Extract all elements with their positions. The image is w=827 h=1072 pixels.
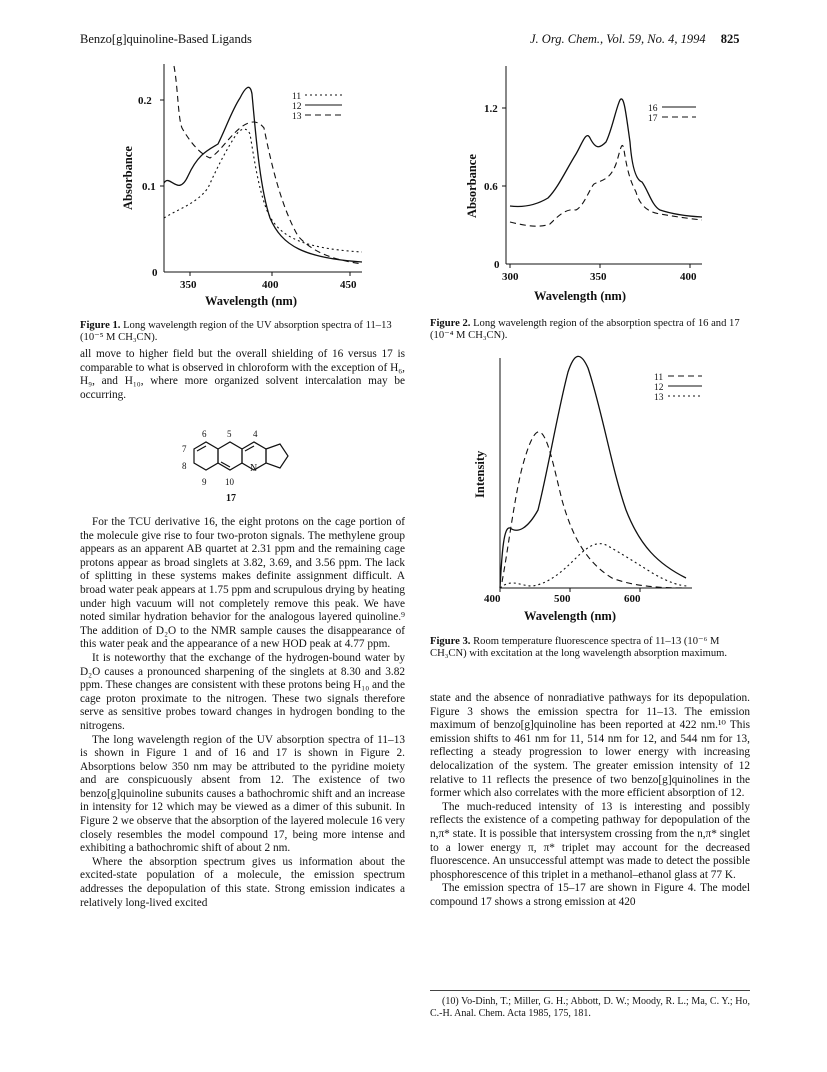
figure-2-caption-text: Long wavelength region of the absorption spectra of 16 and 17 (10⁻⁴ M CH₃CN). [430,318,740,342]
running-head-left: Benzo[g]quinoline-Based Ligands [80,32,252,46]
figure-1-curve-13 [174,66,362,264]
figure-1-caption-text: Long wavelength region of the UV absorption spectra of 11–13 (10⁻⁵ M CH₃CN). [80,320,392,344]
figure-1-xtick: 350 [180,279,197,291]
figure-3-caption-text: Room temperature fluorescence spectra of 11–13 (10⁻⁶ M CH₃CN) with excitation at the long wavelength absorption maximum. [430,636,728,660]
paragraph: state and the absence of nonradiative pathways for its depopulation. Figure 3 shows the emission spectra for 11–13. The emission maximum of benzo[g]quinoline has been reported at 422 nm.¹⁰ This emission shifts to 461 nm for 11, 514 nm for 12, and 544 nm for 13, reflecting a steady progression to lower energy with increasing delocalization of the system. The greater emission intensity of 12 relative to 11 reflects the presence of two benzo[g]quinolines in the former which also correlates with the more efficient absorption of 12. [430,692,750,800]
figure-2-caption [430,318,750,342]
figure-1-xtick: 450 [340,279,357,291]
figure-2-chart [462,58,722,308]
figure-3-chart [462,350,732,625]
figure-1-chart [100,58,380,308]
journal-citation: J. Org. Chem., Vol. 59, No. 4, 1994 [530,32,706,46]
footnote-rule [430,990,750,991]
footnote-10: (10) Vo-Dinh, T.; Miller, G. H.; Abbott, D. W.; Moody, R. L.; Ma, C. Y.; Ho, C.-H. Anal. Chem. Acta 1985, 175, 181. [430,996,750,1019]
figure-3-legend-label: 11 [654,373,664,383]
figure-3-curve-12 [502,432,686,588]
paragraph: Where the absorption spectrum gives us information about the excited-state population of a molecule, the emission spectrum addresses the depopulation of this state. Strong emission indicates a relatively long-lived excited [80,855,405,909]
structure-number: 10 [225,477,234,487]
figure-3-legend-label: 13 [654,393,664,403]
page-number: 825 [720,32,740,46]
paragraph: For the TCU derivative 16, the eight protons on the cage portion of the molecule give rise to four two-proton signals. The methylene group appears as an apparent AB quartet at 2.31 ppm and the remaining cage protons appear as broad singlets at 3.82, 3.69, and 3.56 ppm. The lack of splitting in these systems makes definite assignment difficult. A broad water peak appears at 1.75 ppm and scrupulous drying by heating under high vacuum will not completely remove this peak. We have noted similar hydration behavior for the analogous layered quinoline.⁹ The addition of D₂O to the NMR sample causes the disappearance of this water peak and the appearance of a new HOD peak at 4.77 ppm. [80,516,406,651]
figure-2-xtick: 300 [502,271,519,283]
paragraph: It is noteworthy that the exchange of the hydrogen-bound water by D₂O causes a pronounced sharpening of the singlets at 8.30 and 3.82 ppm. These changes are consistent with these protons being H₁₀ and the cage proton proximate to the nitrogen. These two signals therefore serve as sensitive probes toward changes in hydrogen bonding to the nitrogens. [80,651,405,732]
figure-2-legend-label: 16 [648,104,658,114]
figure-1-xlabel: Wavelength (nm) [205,294,298,308]
paragraph: The long wavelength region of the UV absorption spectra of 11–13 is shown in Figure 1 and of 16 and 17 is shown in Figure 2. Absorptions below 350 nm may be attributed to the pyridine moiety and are conspicuously absent from 12. The existence of two benzo[g]quinoline subunits causes a bathochromic shift and an increase in intensity for 12 which may be viewed as a dimer of this subunit. In Figure 2 we observe that the absorption of the layered molecule 16 very closely resembles the model compound 17, being more intense and exhibiting a bathochromic shift of about 2 nm. [80,733,405,855]
paragraph: The emission spectra of 15–17 are shown in Figure 4. The model compound 17 shows a strong emission at 420 [430,882,750,908]
right-column-body [430,692,750,910]
figure-1-ylabel: Absorbance [121,146,135,210]
figure-3-xtick: 600 [624,593,641,605]
figure-2-ytick: 0 [494,259,500,271]
figure-3-xlabel: Wavelength (nm) [524,609,617,623]
compound-17-structure [170,425,350,505]
figure-1-caption [80,320,405,344]
structure-number: 5 [227,429,232,439]
paragraph: all move to higher field but the overall shielding of 16 versus 17 is comparable to what is observed in chloroform with the exception of H₆, H₉, and H₁₀, where more organized solvent intercalation may be occurring. [80,348,405,401]
figure-2-caption-label: Figure 2. [430,318,471,329]
structure-number: 9 [202,477,207,487]
figure-2-ylabel: Absorbance [465,154,479,218]
structure-number: 8 [182,461,187,471]
figure-2-legend-label: 17 [648,114,658,124]
figure-2-xlabel: Wavelength (nm) [534,289,627,303]
figure-3-legend-label: 12 [654,383,664,393]
structure-atom: N [250,463,258,474]
figure-1-legend-label: 12 [292,102,302,112]
figure-3-caption-label: Figure 3. [430,636,471,647]
figure-2-ytick: 0.6 [484,181,498,193]
figure-1-xtick: 400 [262,279,279,291]
figure-2-ytick: 1.2 [484,103,498,115]
figure-1-curve-11 [164,87,362,262]
figure-3-xtick: 400 [484,593,501,605]
figure-3-xtick: 500 [554,593,571,605]
running-head-right [530,32,739,47]
left-column-top [80,348,405,402]
compound-label: 17 [226,493,236,504]
figure-3-curve-13 [500,544,688,588]
figure-1-ytick: 0 [152,267,158,279]
paragraph: The much-reduced intensity of 13 is interesting and possibly reflects the existence of a competing pathway for depopulation of the n,π* state. It is possible that intersystem crossing from the n,π* singlet to a lower energy π, π* triplet may account for the decreased fluorescence. An unsuccessful attempt was made to detect the possible phosphorescence of this triplet in a methanol–ethanol glass at 77 K. [430,800,750,881]
figure-1-legend-label: 13 [292,112,302,122]
structure-number: 7 [182,444,187,454]
structure-number: 6 [202,429,207,439]
figure-2-xtick: 400 [680,271,697,283]
figure-1-caption-label: Figure 1. [80,320,121,331]
figure-3-ylabel: Intensity [473,450,487,498]
figure-1-ytick: 0.2 [138,95,152,107]
figure-3-caption [430,636,750,660]
figure-1-ytick: 0.1 [142,181,156,193]
left-column-body [80,516,405,910]
figure-1-legend-label: 11 [292,92,302,102]
figure-2-xtick: 350 [590,271,607,283]
structure-number: 4 [253,429,258,439]
